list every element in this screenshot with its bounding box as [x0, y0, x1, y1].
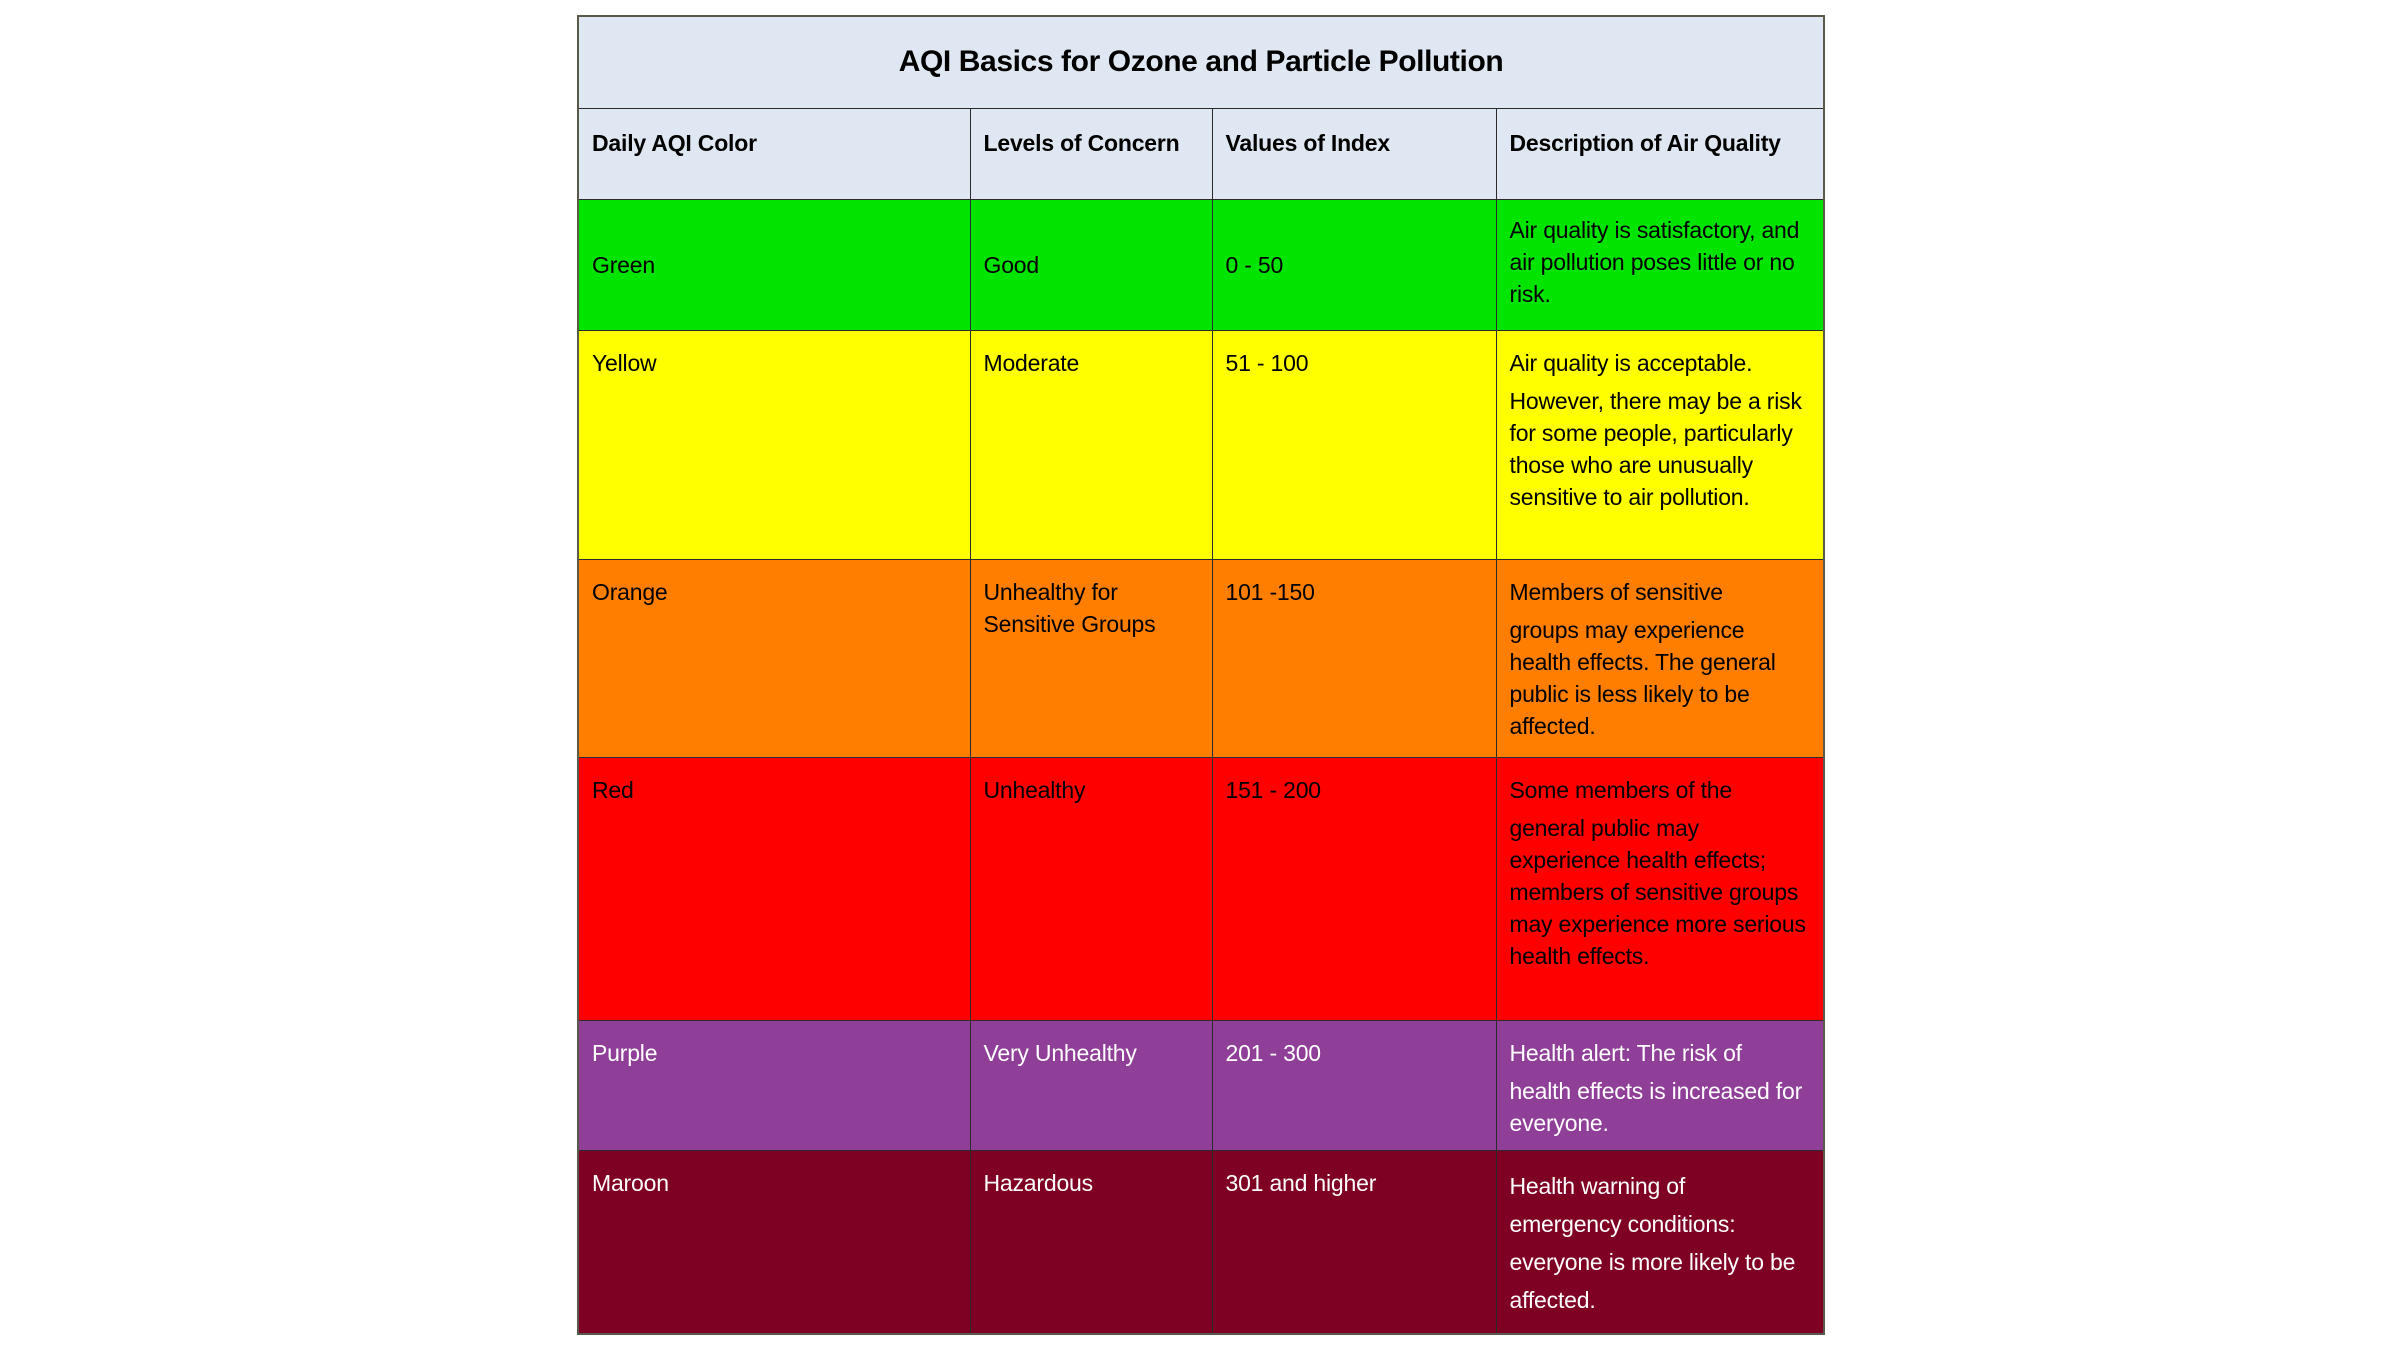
- cell-description: [1496, 559, 1824, 757]
- description-text: Some members of the: [1509, 776, 1732, 803]
- cell-range: 51 - 100: [1212, 330, 1496, 559]
- cell-color-name: Green: [578, 199, 970, 330]
- cell-color-name: Purple: [578, 1020, 970, 1150]
- cell-level: Unhealthy: [970, 757, 1212, 1020]
- cell-description: [1496, 757, 1824, 1020]
- cell-range: 101 -150: [1212, 559, 1496, 757]
- description-text-continued: However, there may be a risk for some people, particularly those who are unusually sensitive to air pollution.: [1509, 387, 1802, 510]
- description-text: Air quality is satisfactory, and air pollution poses little or no risk.: [1509, 216, 1800, 307]
- table-row: [578, 757, 1824, 1020]
- cell-range: 151 - 200: [1212, 757, 1496, 1020]
- table-row: [578, 1020, 1824, 1150]
- cell-level: Hazardous: [970, 1150, 1212, 1334]
- cell-range: 201 - 300: [1212, 1020, 1496, 1150]
- cell-range: 0 - 50: [1212, 199, 1496, 330]
- description-text: Health alert: The risk of: [1509, 1039, 1742, 1066]
- cell-level: Unhealthy for Sensitive Groups: [970, 559, 1212, 757]
- cell-color-name: Orange: [578, 559, 970, 757]
- table-row: [578, 330, 1824, 559]
- table-title-row: [578, 16, 1824, 108]
- table-row: [578, 559, 1824, 757]
- cell-color-name: Red: [578, 757, 970, 1020]
- description-text-continued: emergency conditions: everyone is more likely to be affected.: [1509, 1210, 1796, 1313]
- description-text-continued: general public may experience health effects; members of sensitive groups may experience more serious health effects.: [1509, 814, 1806, 969]
- cell-description: [1496, 199, 1824, 330]
- cell-range: 301 and higher: [1212, 1150, 1496, 1334]
- column-header-values: Values of Index: [1212, 108, 1496, 199]
- description-text-continued: health effects is increased for everyone.: [1509, 1077, 1803, 1136]
- aqi-basics-table: [577, 15, 1825, 1335]
- cell-color-name: Maroon: [578, 1150, 970, 1334]
- description-text: Members of sensitive: [1509, 578, 1723, 605]
- cell-color-name: Yellow: [578, 330, 970, 559]
- cell-level: Very Unhealthy: [970, 1020, 1212, 1150]
- cell-level: Good: [970, 199, 1212, 330]
- description-text: Health warning of: [1509, 1172, 1686, 1199]
- table-row: [578, 1150, 1824, 1334]
- description-text: Air quality is acceptable.: [1509, 349, 1753, 376]
- cell-description: [1496, 330, 1824, 559]
- column-header-level: Levels of Concern: [970, 108, 1212, 199]
- column-header-color: Daily AQI Color: [578, 108, 970, 199]
- table-row: [578, 199, 1824, 330]
- description-text-continued: groups may experience health effects. The general public is less likely to be affected.: [1509, 616, 1776, 739]
- table-title: AQI Basics for Ozone and Particle Pollution: [578, 16, 1824, 108]
- column-header-description: Description of Air Quality: [1496, 108, 1824, 199]
- cell-description: [1496, 1150, 1824, 1334]
- cell-level: Moderate: [970, 330, 1212, 559]
- column-header-row: [578, 108, 1824, 199]
- cell-description: [1496, 1020, 1824, 1150]
